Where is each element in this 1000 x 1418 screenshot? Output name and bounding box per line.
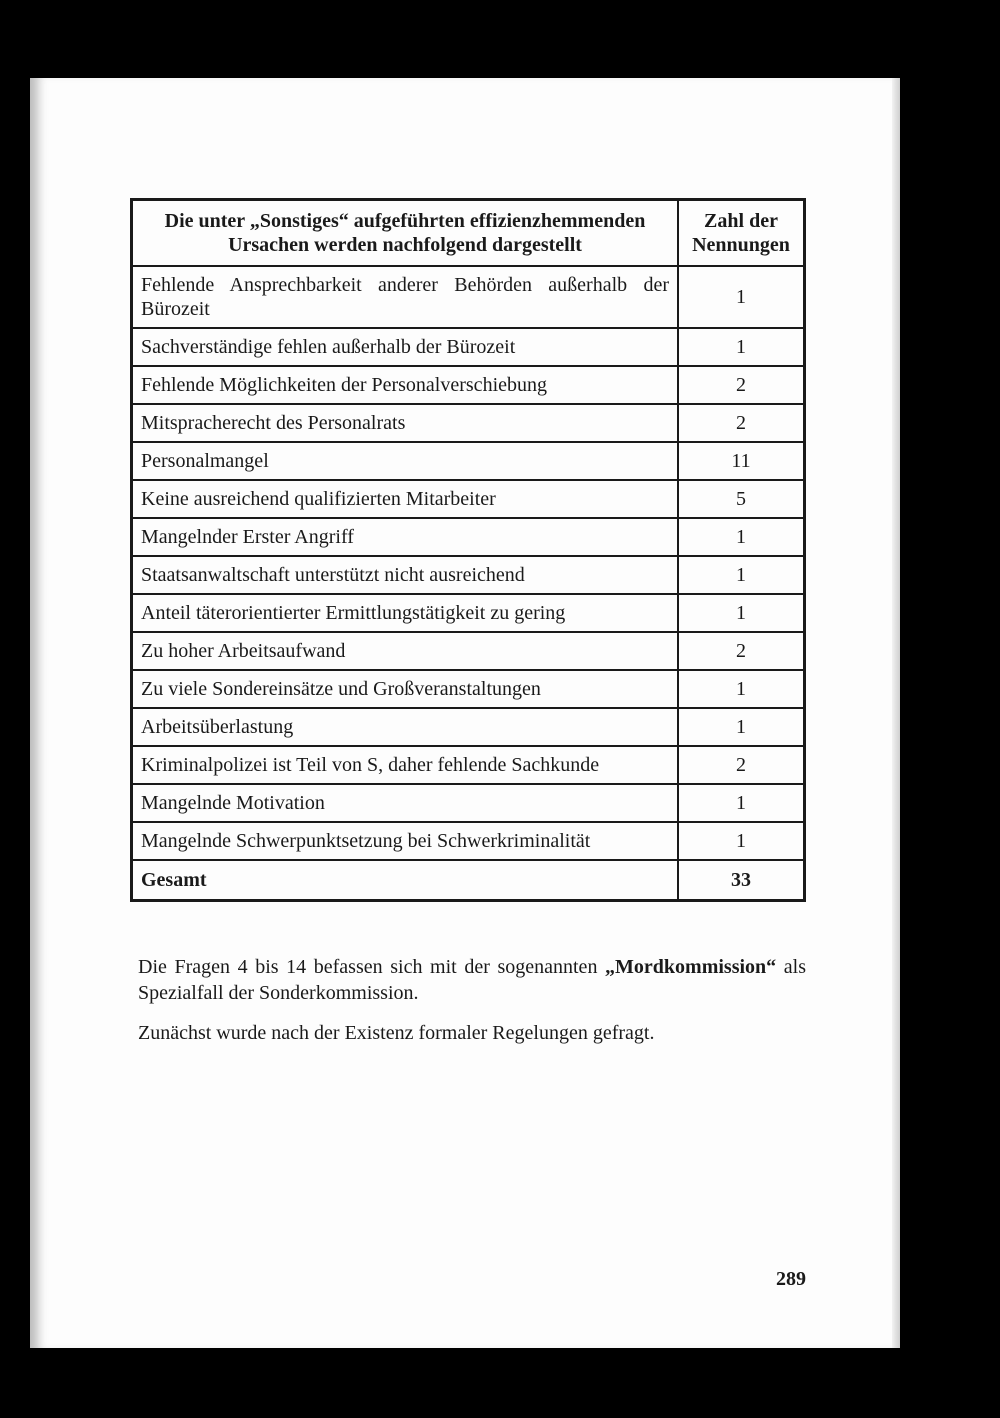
row-description: Fehlende Ansprechbarkeit anderer Behörden außerhalb der Bürozeit — [132, 266, 679, 328]
causes-table — [130, 198, 806, 902]
total-label: Gesamt — [132, 860, 679, 901]
row-count: 11 — [678, 442, 805, 480]
table-row — [132, 594, 805, 632]
table-row — [132, 670, 805, 708]
row-description: Zu viele Sondereinsätze und Großveranstaltungen — [132, 670, 679, 708]
page-edge — [892, 78, 900, 1348]
paragraph-formal-rules: Zunächst wurde nach der Existenz formaler Regelungen gefragt. — [138, 1022, 655, 1044]
row-count: 1 — [678, 670, 805, 708]
paragraph-text-end: als Spezialfall der Sonderkommission. — [138, 956, 806, 1004]
table-row — [132, 480, 805, 518]
row-description: Anteil täterorientierter Ermittlungstätigkeit zu gering — [132, 594, 679, 632]
row-count: 1 — [678, 328, 805, 366]
table-row — [132, 784, 805, 822]
table-row — [132, 266, 805, 328]
table-row — [132, 632, 805, 670]
table-row — [132, 328, 805, 366]
paragraph-mordkommission — [138, 954, 806, 1006]
row-description: Keine ausreichend qualifizierten Mitarbeiter — [132, 480, 679, 518]
table-row — [132, 518, 805, 556]
row-count: 1 — [678, 594, 805, 632]
table-row — [132, 366, 805, 404]
total-count: 33 — [678, 860, 805, 901]
paragraph-bold-term: „Mordkommission“ — [605, 956, 777, 978]
row-description: Personalmangel — [132, 442, 679, 480]
paragraph-text-start: Die Fragen 4 bis 14 befassen sich mit der sogenannten — [138, 956, 606, 978]
row-description: Mangelnde Motivation — [132, 784, 679, 822]
table-row — [132, 708, 805, 746]
row-description: Zu hoher Arbeitsaufwand — [132, 632, 679, 670]
row-count: 5 — [678, 480, 805, 518]
table-row — [132, 442, 805, 480]
row-count: 2 — [678, 746, 805, 784]
table-row — [132, 822, 805, 860]
row-count: 1 — [678, 556, 805, 594]
row-description: Kriminalpolizei ist Teil von S, daher fehlende Sachkunde — [132, 746, 679, 784]
row-count: 2 — [678, 632, 805, 670]
row-count: 1 — [678, 822, 805, 860]
row-count: 2 — [678, 404, 805, 442]
row-count: 1 — [678, 518, 805, 556]
row-count: 1 — [678, 266, 805, 328]
table-row — [132, 404, 805, 442]
row-count: 1 — [678, 784, 805, 822]
table-row — [132, 556, 805, 594]
page-number: 289 — [776, 1268, 806, 1290]
row-description: Fehlende Möglichkeiten der Personalverschiebung — [132, 366, 679, 404]
row-description: Arbeitsüberlastung — [132, 708, 679, 746]
row-description: Mitspracherecht des Personalrats — [132, 404, 679, 442]
row-description: Sachverständige fehlen außerhalb der Bürozeit — [132, 328, 679, 366]
total-row — [132, 860, 805, 901]
header-description: Die unter „Sonstiges“ aufgeführten effizienzhemmenden Ursachen werden nachfolgend dargestellt — [132, 200, 679, 267]
table-row — [132, 746, 805, 784]
row-description: Mangelnde Schwerpunktsetzung bei Schwerkriminalität — [132, 822, 679, 860]
row-count: 1 — [678, 708, 805, 746]
row-description: Staatsanwaltschaft unterstützt nicht ausreichend — [132, 556, 679, 594]
row-count: 2 — [678, 366, 805, 404]
header-count: Zahl der Nennungen — [678, 200, 805, 267]
table-header-row — [132, 200, 805, 267]
row-description: Mangelnder Erster Angriff — [132, 518, 679, 556]
